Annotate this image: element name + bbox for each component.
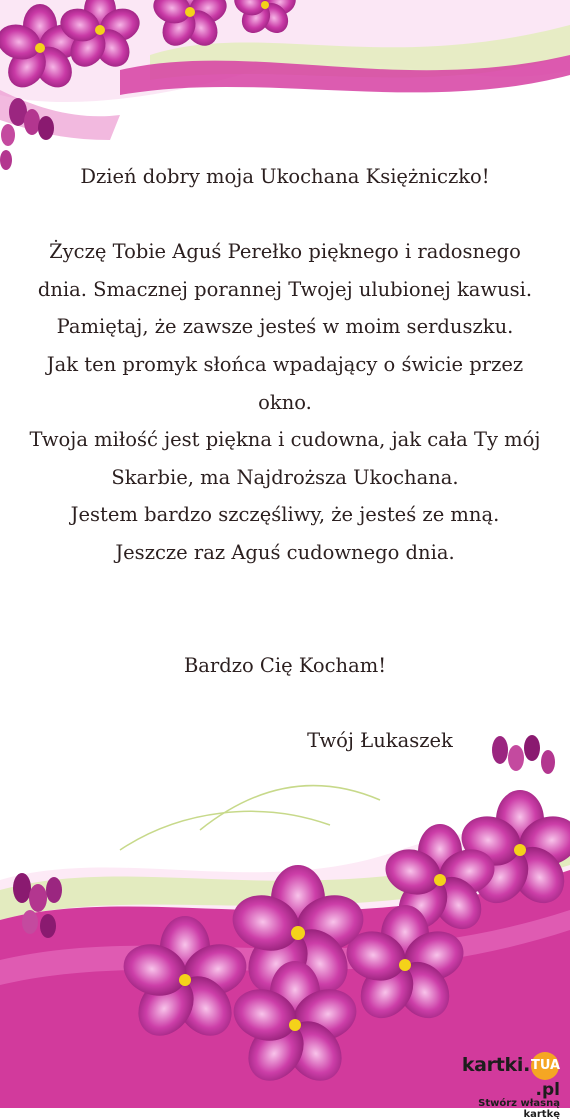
message-line: Życzę Tobie Aguś Perełko pięknego i radosnego (49, 240, 521, 264)
message-line: dnia. Smacznej porannej Twojej ulubionej kawusi. (37, 277, 533, 301)
message-line: Twoja miłość jest piękna i cudowna, jak cała Ty mój (29, 428, 541, 452)
message-line: Skarbie, ma Najdroższa Ukochana. (111, 465, 459, 489)
signature: Twój Łukaszek (307, 728, 453, 752)
message-line: Jestem bardzo szczęśliwy, że jesteś ze mną. (70, 503, 500, 527)
love-line: Bardzo Cię Kocham! (183, 653, 387, 677)
kartki-logo[interactable] (442, 1052, 561, 1120)
logo-text: kartki. (461, 1053, 530, 1076)
greeting-line: Dzień dobry moja Ukochana Księżniczko! (80, 165, 490, 188)
message-line: Jak ten promyk słońca wpadający o świcie przez (46, 352, 524, 376)
card-message (20, 158, 550, 759)
message-line: Jeszcze raz Aguś cudownego dnia. (115, 540, 455, 564)
logo-tld: .pl (535, 1080, 560, 1100)
message-line: Pamiętaj, że zawsze jesteś w moim serduszku. (56, 315, 514, 339)
logo-tagline: Stwórz własną kartkę (478, 1098, 560, 1120)
message-line: okno. (258, 390, 312, 414)
logo-badge: TUA (531, 1052, 559, 1080)
